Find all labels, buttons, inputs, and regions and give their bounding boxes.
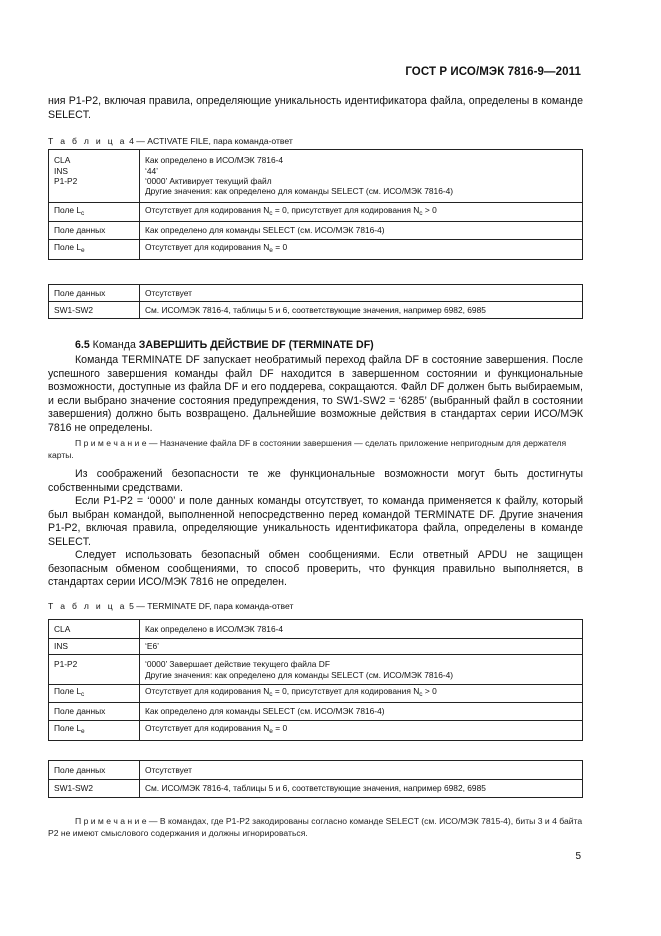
cell-text: = 0 [272,723,288,734]
cell-text: Поле L [54,686,82,697]
table-cell [49,721,140,741]
table-cell: SW1-SW2 [49,302,140,319]
table-cell [140,655,583,685]
cell-text: Отсутствует для кодирования N [145,204,270,215]
table-row [49,761,583,780]
table-cell: Поле данных [49,285,140,302]
cell-text: Отсутствует для кодирования N [145,686,270,697]
cell-text: > 0 [422,204,437,215]
table-cell [140,203,583,222]
table-5-caption-lead: Т а б л и ц а [48,601,127,611]
table-cell [49,150,140,203]
subscript: c [269,209,273,217]
table-cell [140,150,583,203]
cell-text: Отсутствует для кодирования N [145,723,270,734]
cell-line: CLA [54,155,71,166]
table-cell [140,685,583,703]
table-cell [140,721,583,741]
cell-line: ‘0000’ Завершает действие текущего файла DF [145,659,330,670]
table-row [49,203,583,222]
table-row [49,222,583,240]
table-cell [49,655,140,685]
table-cell: CLA [49,620,140,639]
paragraph: Следует использовать безопасный обмен сообщениями. Если ответный APDU не защищен безопасным обменом сообщениями, то способ проверить, что функция правильно выполняется, в стандартах серии ИСО/МЭК 7816 не определен. [48,549,583,589]
table-cell: Как определено для команды SELECT (см. ИСО/МЭК 7816-4) [140,222,583,240]
table-5-caption-text: 5 — TERMINATE DF, пара команда-ответ [126,601,294,611]
table-cell: Отсутствует [140,761,583,780]
table-cell: См. ИСО/МЭК 7816-4, таблицы 5 и 6, соответствующие значения, например 6982, 6985 [140,302,583,319]
cell-line: P1-P2 [54,176,78,187]
subscript: c [81,209,85,217]
table-4-response [48,284,583,319]
cell-text: = 0, присутствует для кодирования N [272,686,420,697]
table-cell: INS [49,639,140,655]
cell-text: = 0 [272,242,288,253]
page-number: 5 [575,851,581,862]
table-cell: ‘E6’ [140,639,583,655]
cell-line: INS [54,165,68,176]
cell-line: ‘0000’ Активирует текущий файл [145,176,272,186]
subscript: e [269,728,273,736]
table-row [49,285,583,302]
cell-line: ‘44’ [145,165,159,176]
table-5-response [48,760,583,798]
table-cell [49,685,140,703]
subscript: c [419,209,423,217]
document-header: ГОСТ Р ИСО/МЭК 7816-9—2011 [405,66,581,78]
table-row [49,240,583,260]
table-row [49,302,583,319]
table-cell: Поле данных [49,222,140,240]
table-cell: Отсутствует [140,285,583,302]
table-4-caption-text: 4 — ACTIVATE FILE, пара команда-ответ [126,136,293,146]
table-row [49,639,583,655]
table-cell: Как определено в ИСО/МЭК 7816-4 [140,620,583,639]
table-row [49,150,583,203]
subscript: c [269,691,273,699]
cell-line: Как определено в ИСО/МЭК 7816-4 [145,155,284,166]
table-cell [49,240,140,260]
cell-text: = 0, присутствует для кодирования N [272,204,420,215]
cell-text: Отсутствует для кодирования N [145,242,270,253]
paragraph: Из соображений безопасности те же функциональные возможности могут быть достигнуты собственными средствами. [48,468,583,494]
table-row [49,780,583,798]
cell-text: Поле L [54,723,82,734]
note-text: — Назначение файла DF в состоянии завершения — сделать приложение непригодным для держателя карты. [48,438,567,460]
section-heading [75,339,374,351]
table-row [49,620,583,639]
cell-text: Поле L [54,242,82,253]
subscript: e [269,247,273,255]
table-row [49,685,583,703]
note-text: — В командах, где P1-P2 закодированы согласно команде SELECT (см. ИСО/МЭК 7815-4), биты 3 и 4 байта P2 не имеют смыслового содержания и должны игнорироваться. [48,816,583,838]
paragraph: Команда TERMINATE DF запускает необратимый переход файла DF в состояние завершения. После успешного завершения команды файл DF находится в завершенном состоянии и функциональные возможности, доступные из файла DF и его поддерева, сокращаются. Файл DF должен быть выбираемым, и если выбрано значение состояния предупреждения, то SW1-SW2 = ‘6285’ (выбранный файл в состоянии завершения) должно быть возвращено. Дальнейшие возможные действия в стандартах серии ИСО/МЭК 7816 не определены. [48,354,583,434]
subscript: c [419,691,423,699]
table-cell: Поле данных [49,761,140,780]
subscript: e [81,247,85,255]
table-5-command [48,619,583,741]
table-row [49,721,583,741]
table-row [49,655,583,685]
table-cell [140,240,583,260]
subscript: c [81,691,85,699]
note-label: П р и м е ч а н и е [75,438,147,448]
table-cell: Как определено для команды SELECT (см. ИСО/МЭК 7816-4) [140,703,583,721]
section-title: ЗАВЕРШИТЬ ДЕЙСТВИЕ DF (TERMINATE DF) [138,339,374,351]
subscript: e [81,728,85,736]
table-4-caption-lead: Т а б л и ц а [48,136,127,146]
cell-text: Поле L [54,204,82,215]
section-number: 6.5 [75,339,90,351]
table-4-caption [48,136,293,146]
table-5-caption [48,601,293,611]
cell-line: Другие значения: как определено для команды SELECT (см. ИСО/МЭК 7816-4) [145,669,454,680]
table-cell: SW1-SW2 [49,780,140,798]
paragraph: Если P1-P2 = ‘0000’ и поле данных команды отсутствует, то команда применяется к файлу, который был выбран командой, выполненной непосредственно перед командой TERMINATE DF. Другие значения P1-P2, включая правила, определяющие уникальность идентификатора файла, определены в команде SELECT. [48,495,583,548]
section-title-prefix: Команда [89,339,139,351]
cell-line: P1-P2 [54,659,78,670]
note [48,815,583,839]
table-cell: См. ИСО/МЭК 7816-4, таблицы 5 и 6, соответствующие значения, например 6982, 6985 [140,780,583,798]
table-cell [49,203,140,222]
cell-line: Другие значения: как определено для команды SELECT (см. ИСО/МЭК 7816-4) [145,186,454,197]
note [48,437,583,461]
table-row [49,703,583,721]
table-4-command [48,149,583,260]
table-cell: Поле данных [49,703,140,721]
paragraph-continuation: ния P1-P2, включая правила, определяющие уникальность идентификатора файла, определены в команде SELECT. [48,95,583,121]
cell-text: > 0 [422,686,437,697]
note-label: П р и м е ч а н и е [75,816,147,826]
